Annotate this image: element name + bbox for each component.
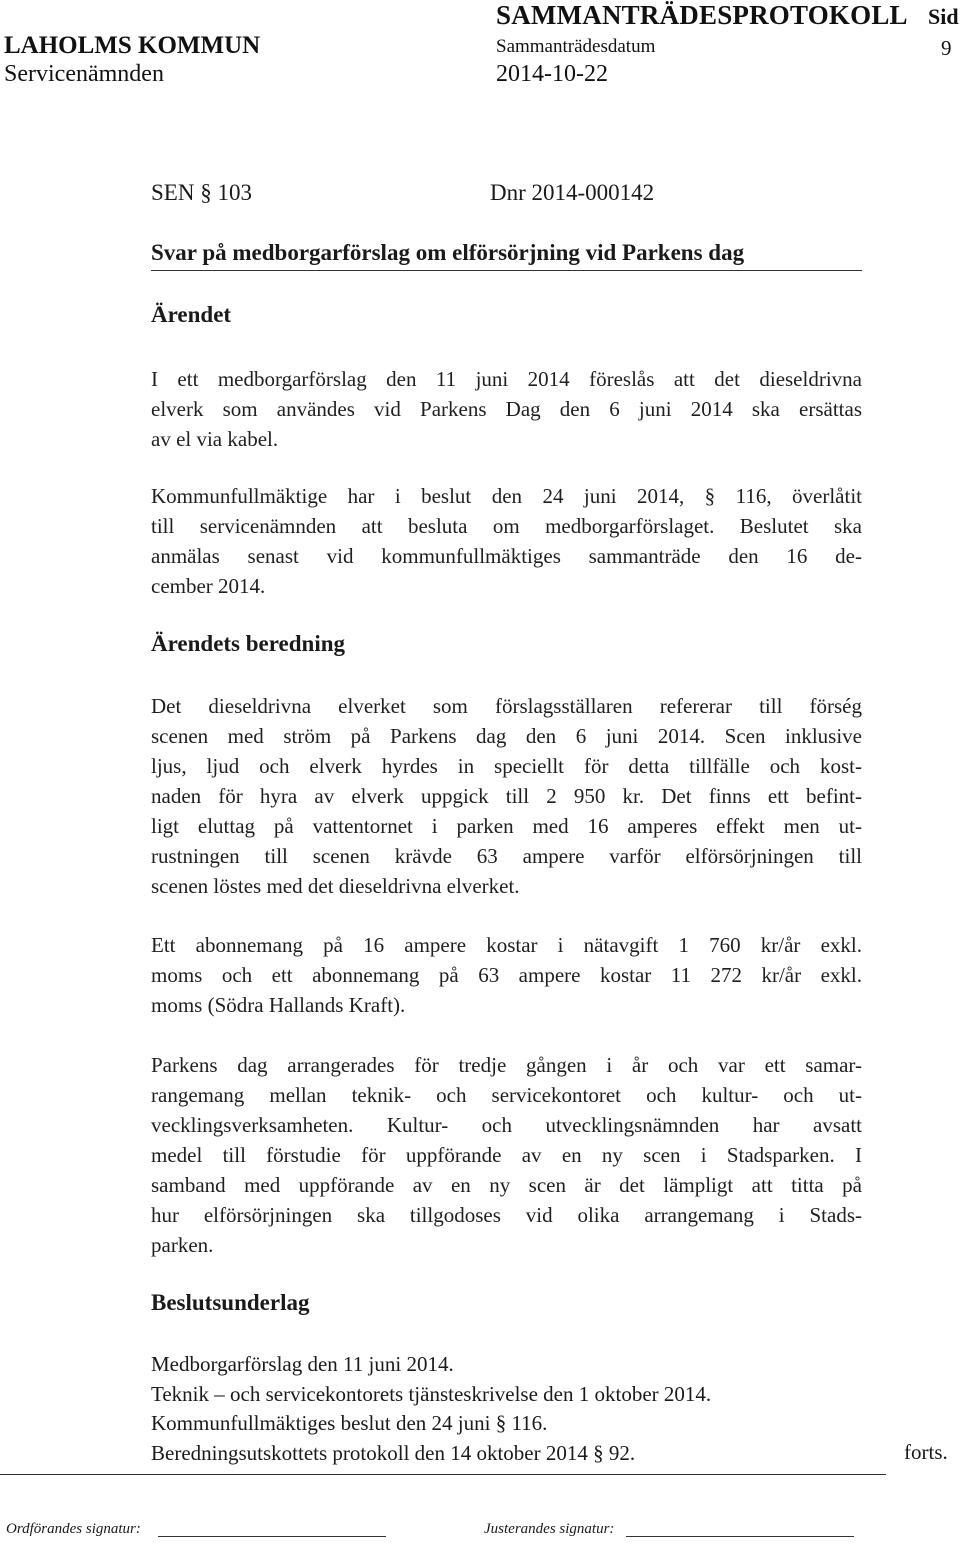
text-line: Det dieseldrivna elverket som förslagsställaren refererar till förség — [151, 694, 862, 718]
text-line: samband med uppförande av en ny scen är det lämpligt att titta på — [151, 1173, 862, 1197]
text-line: elverk som användes vid Parkens Dag den 6 juni 2014 ska ersättas — [151, 397, 862, 421]
text-line: scenen med ström på Parkens dag den 6 juni 2014. Scen inklusive — [151, 724, 862, 748]
adjuster-signature-line — [626, 1536, 854, 1537]
meeting-date: 2014-10-22 — [496, 61, 608, 87]
chair-signature-line — [158, 1536, 386, 1537]
arendet-paragraph-2 — [151, 481, 862, 601]
case-title: Svar på medborgarförslag om elförsörjning vid Parkens dag — [151, 240, 745, 265]
list-item: Teknik – och servicekontorets tjänsteskrivelse den 1 oktober 2014. — [151, 1381, 712, 1406]
text-line: ligt eluttag på vattentornet i parken med 16 amperes effekt men ut- — [151, 814, 862, 838]
text-line: rangemang mellan teknik- och servicekontoret och kultur- och ut- — [151, 1083, 862, 1107]
text-line: Ett abonnemang på 16 ampere kostar i nätavgift 1 760 kr/år exkl. — [151, 933, 862, 957]
text-line: ljus, ljud och elverk hyrdes in speciellt för detta tillfälle och kost- — [151, 754, 862, 778]
sid-label: Sid — [928, 4, 959, 29]
protocol-title: SAMMANTRÄDESPROTOKOLL — [496, 0, 908, 30]
continuation-marker: forts. — [904, 1440, 948, 1464]
list-item: Medborgarförslag den 11 juni 2014. — [151, 1352, 454, 1376]
text-line: vecklingsverksamheten. Kultur- och utvecklingsnämnden har avsatt — [151, 1113, 862, 1137]
text-line: cember 2014. — [151, 574, 266, 598]
list-item: Kommunfullmäktiges beslut den 24 juni § 116. — [151, 1411, 548, 1435]
list-item: Beredningsutskottets protokoll den 14 oktober 2014 § 92. — [151, 1440, 636, 1465]
text-line: I ett medborgarförslag den 11 juni 2014 föreslås att det dieseldrivna — [151, 367, 862, 391]
text-line: medel till förstudie för uppförande av en ny scen i Stadsparken. I — [151, 1143, 862, 1167]
case-dnr: Dnr 2014-000142 — [490, 180, 655, 205]
text-line: moms och ett abonnemang på 63 ampere kostar 11 272 kr/år exkl. — [151, 963, 862, 987]
beredning-heading: Ärendets beredning — [151, 631, 346, 656]
beslutsunderlag-list — [151, 1350, 711, 1468]
beredning-paragraph-1 — [151, 691, 862, 901]
text-line: hur elförsörjningen ska tillgodoses vid olika arrangemang i Stads- — [151, 1203, 862, 1227]
title-underline — [151, 270, 862, 271]
chair-signature-label: Ordförandes signatur: — [6, 1521, 141, 1537]
footer-divider — [0, 1474, 886, 1475]
committee-name: Servicenämnden — [4, 61, 164, 87]
page-number: 9 — [941, 36, 952, 60]
beslutsunderlag-heading: Beslutsunderlag — [151, 1290, 310, 1315]
text-line: anmälas senast vid kommunfullmäktiges sammanträde den 16 de- — [151, 544, 862, 568]
arendet-paragraph-1 — [151, 364, 862, 454]
adjuster-signature-label: Justerandes signatur: — [484, 1521, 615, 1537]
text-line: scenen löstes med det dieseldrivna elverket. — [151, 874, 520, 898]
arendet-heading: Ärendet — [151, 302, 232, 327]
meeting-date-label: Sammanträdesdatum — [496, 36, 656, 57]
case-number: SEN § 103 — [151, 180, 252, 205]
beredning-paragraph-3 — [151, 1050, 862, 1260]
text-line: naden för hyra av elverk uppgick till 2 950 kr. Det finns ett befint- — [151, 784, 862, 808]
beredning-paragraph-2 — [151, 930, 862, 1020]
text-line: av el via kabel. — [151, 427, 279, 451]
text-line: parken. — [151, 1233, 214, 1257]
text-line: rustningen till scenen krävde 63 ampere varför elförsörjningen till — [151, 844, 862, 868]
text-line: Kommunfullmäktige har i beslut den 24 juni 2014, § 116, överlåtit — [151, 484, 862, 508]
text-line: till servicenämnden att besluta om medborgarförslaget. Beslutet ska — [151, 514, 862, 538]
text-line: Parkens dag arrangerades för tredje gången i år och var ett samar- — [151, 1053, 862, 1077]
text-line: moms (Södra Hallands Kraft). — [151, 993, 406, 1017]
organization-name: LAHOLMS KOMMUN — [4, 32, 261, 59]
